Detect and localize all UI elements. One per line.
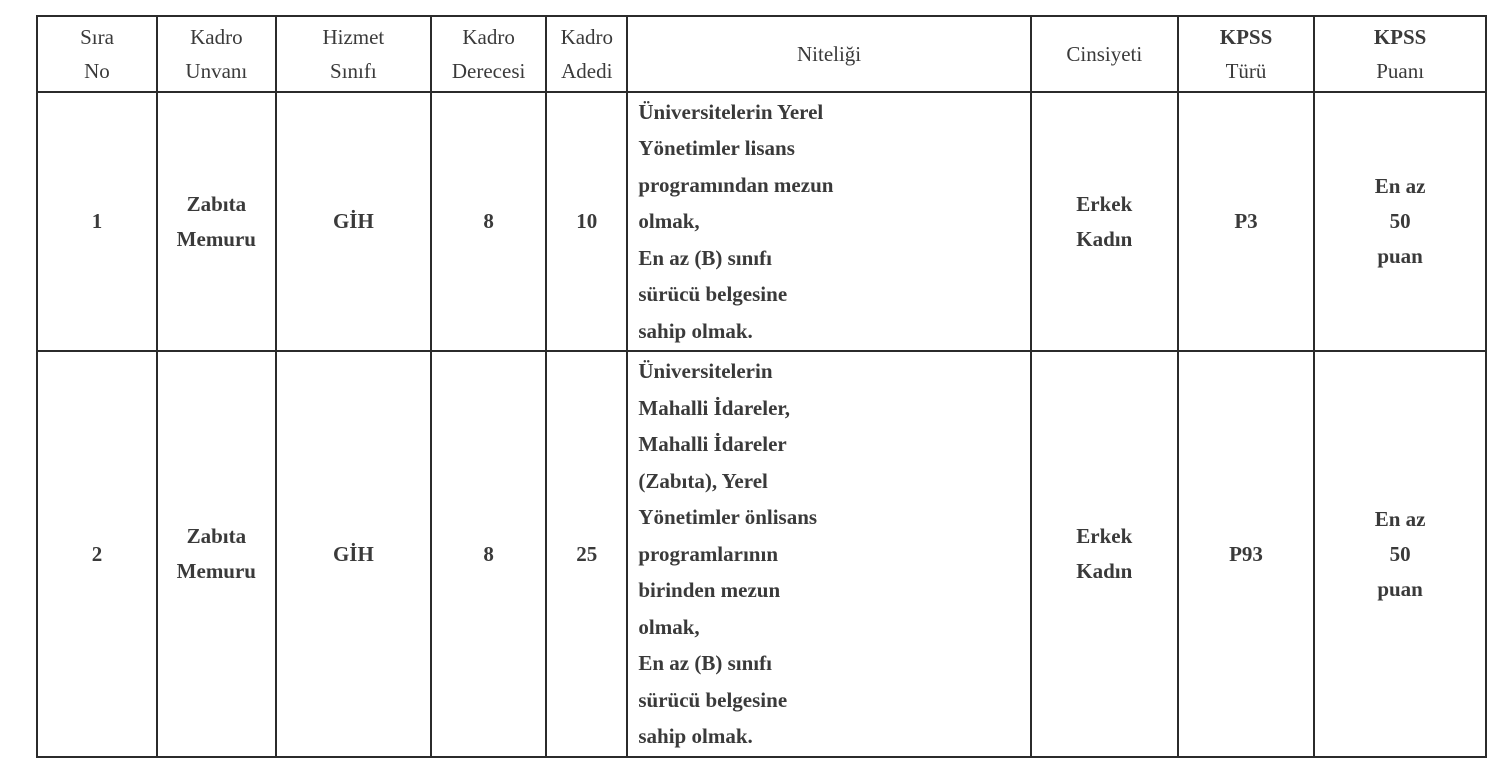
table-header	[37, 16, 1486, 92]
header-kpss-puani	[1314, 16, 1486, 92]
niteligi-line: Üniversitelerin	[638, 359, 773, 384]
header-row	[37, 16, 1486, 92]
cell-text: puan	[1377, 576, 1423, 601]
cell-hizmet-sinifi: GİH	[276, 351, 431, 757]
header-text: Kadro	[190, 25, 243, 49]
cell-text: 50	[1389, 209, 1411, 233]
niteligi-line: (Zabıta), Yerel	[638, 468, 768, 493]
table-row	[37, 351, 1486, 757]
kadro-table-container	[36, 15, 1487, 754]
niteligi-line: En az (B) sınıfı	[638, 651, 772, 676]
niteligi-line: birinden mezun	[638, 578, 781, 603]
cell-text: Zabıta	[186, 524, 247, 548]
cell-kpss-turu: P93	[1178, 351, 1314, 757]
cell-niteligi	[627, 351, 1030, 757]
header-text: Hizmet	[322, 25, 385, 49]
niteligi-line: Mahalli İdareler	[638, 432, 787, 457]
cell-text: 50	[1389, 541, 1411, 566]
cell-sira-no: 2	[37, 351, 157, 757]
cell-text: Kadın	[1076, 559, 1133, 583]
header-text: Kadro	[462, 25, 515, 49]
header-cinsiyeti	[1031, 16, 1178, 92]
niteligi-line: Yönetimler lisans	[638, 136, 795, 161]
cell-text: Erkek	[1076, 524, 1133, 548]
cell-text: puan	[1377, 244, 1423, 268]
niteligi-line: sürücü belgesine	[638, 282, 788, 307]
header-text: Puanı	[1376, 59, 1425, 83]
niteligi-line: En az (B) sınıfı	[638, 245, 772, 270]
niteligi-line: programından mezun	[638, 172, 834, 197]
cell-text: Erkek	[1076, 191, 1133, 216]
niteligi-line: sahip olmak.	[638, 724, 753, 749]
header-text: KPSS	[1219, 25, 1273, 49]
cell-niteligi	[627, 92, 1030, 351]
cell-text: Kadın	[1076, 226, 1133, 251]
header-kadro-adedi	[546, 16, 627, 92]
cell-kadro-adedi: 25	[546, 351, 627, 757]
header-sira-no	[37, 16, 157, 92]
niteligi-line: olmak,	[638, 614, 700, 639]
header-niteligi	[627, 16, 1030, 92]
header-text: Sıra	[80, 25, 114, 49]
table-row	[37, 92, 1486, 351]
cell-cinsiyeti	[1031, 92, 1178, 351]
niteligi-line: Üniversitelerin Yerel	[638, 99, 824, 124]
cell-text: Memuru	[176, 559, 256, 583]
header-text: Derecesi	[451, 59, 526, 83]
cell-kpss-turu: P3	[1178, 92, 1314, 351]
cell-text: Memuru	[176, 226, 256, 251]
cell-kadro-adedi: 10	[546, 92, 627, 351]
cell-kadro-derecesi: 8	[431, 351, 546, 757]
header-text: KPSS	[1373, 25, 1427, 49]
cell-cinsiyeti	[1031, 351, 1178, 757]
header-kadro-unvani	[157, 16, 276, 92]
header-text: Adedi	[561, 59, 613, 83]
niteligi-line: Yönetimler önlisans	[638, 505, 818, 530]
niteligi-line: programlarının	[638, 541, 778, 566]
cell-text: Zabıta	[186, 191, 247, 216]
header-text: Türü	[1225, 59, 1267, 83]
header-kadro-derecesi	[431, 16, 546, 92]
cell-kadro-unvani	[157, 92, 276, 351]
cell-hizmet-sinifi: GİH	[276, 92, 431, 351]
header-hizmet-sinifi	[276, 16, 431, 92]
cell-kadro-unvani	[157, 351, 276, 757]
cell-sira-no: 1	[37, 92, 157, 351]
niteligi-line: Mahalli İdareler,	[638, 395, 791, 420]
header-text: Kadro	[560, 25, 614, 49]
niteligi-line: sahip olmak.	[638, 318, 753, 343]
header-text: Sınıfı	[330, 59, 377, 83]
cell-text: En az	[1374, 506, 1426, 531]
niteligi-line: olmak,	[638, 209, 700, 234]
cell-kpss-puani	[1314, 351, 1486, 757]
cell-kadro-derecesi: 8	[431, 92, 546, 351]
header-kpss-turu	[1178, 16, 1314, 92]
header-text: No	[84, 59, 110, 83]
table-body	[37, 92, 1486, 757]
cell-kpss-puani	[1314, 92, 1486, 351]
cell-text: En az	[1374, 174, 1426, 198]
header-text: Unvanı	[185, 59, 248, 83]
niteligi-line: sürücü belgesine	[638, 687, 788, 712]
kadro-table	[36, 15, 1487, 758]
header-text: Cinsiyeti	[1066, 42, 1143, 66]
header-text: Niteliği	[796, 42, 862, 66]
